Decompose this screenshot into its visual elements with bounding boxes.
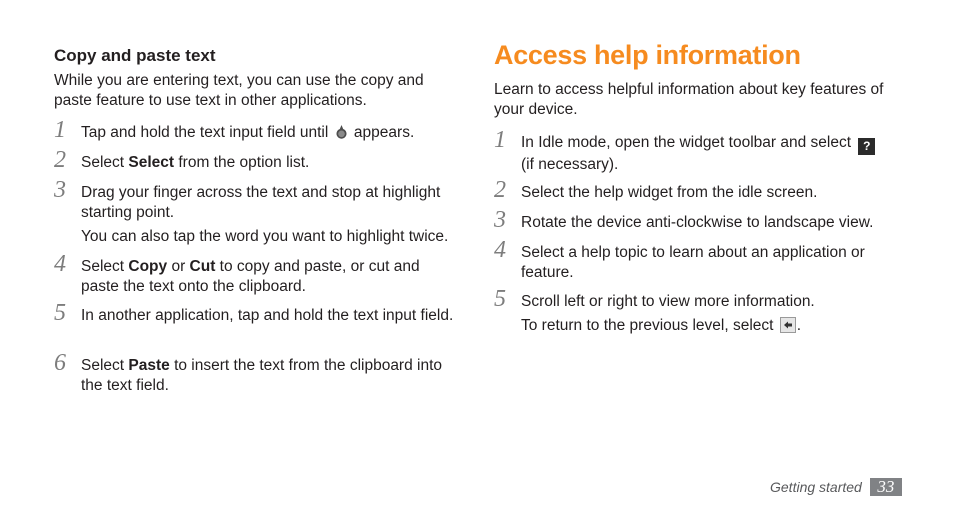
step-text: Tap and hold the text input field until appears.: [81, 124, 415, 141]
section-subheading: Copy and paste text: [54, 46, 216, 65]
step-text: Select a help topic to learn about an application or feature.: [521, 244, 865, 281]
help-icon: ?: [858, 138, 875, 155]
step-number: 3: [494, 207, 506, 233]
step-1: [54, 117, 459, 143]
step-number: 5: [494, 286, 506, 312]
step-3: [54, 177, 459, 247]
step-4: [494, 237, 886, 283]
step-text: Scroll left or right to view more information.: [521, 293, 815, 310]
step-5: [494, 286, 886, 336]
step-text: Drag your finger across the text and stop at highlight starting point.: [81, 184, 441, 221]
page-number: 33: [870, 478, 902, 496]
page-footer: [770, 477, 902, 497]
step-number: 2: [54, 147, 66, 173]
step-number: 5: [54, 300, 66, 326]
step-2: [494, 177, 886, 203]
step-number: 2: [494, 177, 506, 203]
step-6: [54, 350, 459, 396]
step-text: Select the help widget from the idle screen.: [521, 184, 818, 201]
step-4: [54, 251, 459, 297]
step-1: [494, 127, 886, 175]
step-2: [54, 147, 459, 173]
step-number: 1: [54, 117, 66, 143]
section-intro: Learn to access helpful information about key features of your device.: [494, 81, 884, 118]
step-note: To return to the previous level, select .: [521, 317, 802, 334]
step-text: Select Select from the option list.: [81, 154, 310, 171]
step-number: 4: [494, 237, 506, 263]
step-number: 1: [494, 127, 506, 153]
step-note: You can also tap the word you want to highlight twice.: [81, 228, 449, 245]
back-icon: [780, 317, 796, 333]
step-number: 6: [54, 350, 66, 376]
page-title: Access help information: [494, 40, 801, 70]
step-number: 3: [54, 177, 66, 203]
step-number: 4: [54, 251, 66, 277]
tap-handle-icon: [335, 125, 348, 139]
step-3: [494, 207, 886, 233]
step-text: Rotate the device anti-clockwise to landscape view.: [521, 214, 874, 231]
step-text: Select Copy or Cut to copy and paste, or cut and paste the text onto the clipboard.: [81, 258, 420, 295]
step-text: Select Paste to insert the text from the clipboard into the text field.: [81, 357, 443, 394]
chapter-label: Getting started: [770, 479, 862, 495]
step-5: [54, 300, 459, 326]
step-text: In another application, tap and hold the text input field.: [81, 307, 454, 324]
step-text: In Idle mode, open the widget toolbar and select ? (if necessary).: [521, 133, 886, 175]
section-intro: While you are entering text, you can use the copy and paste feature to use text in other applications.: [54, 72, 424, 109]
